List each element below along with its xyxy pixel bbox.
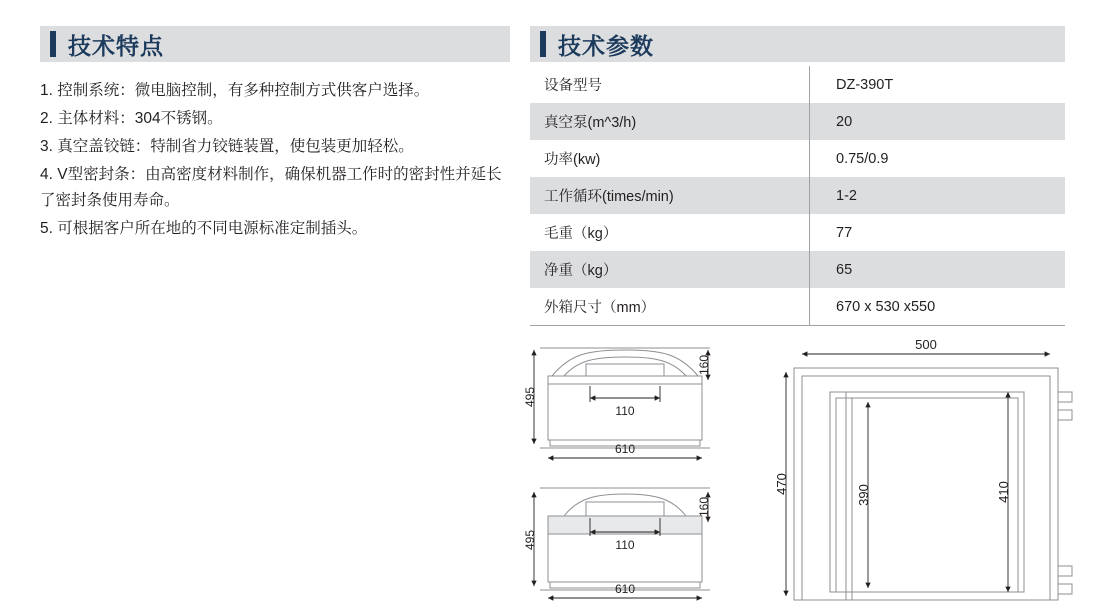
spec-key: 功率(kw) [530,140,810,177]
dim-label-410: 410 [996,481,1011,503]
top-view-dimensions [786,354,1050,596]
table-row [530,251,1065,288]
spec-table [530,66,1065,325]
technical-parameters-section [530,26,1065,326]
table-row [530,288,1065,325]
spec-key: 毛重（kg） [530,214,810,251]
dim-label-495-top: 495 [523,386,537,408]
dim-label-160-bottom: 160 [697,496,711,518]
accent-bar [50,31,56,57]
dim-label-160-top: 160 [697,354,711,376]
dimension-drawings [512,340,1082,602]
dim-label-500: 500 [915,340,937,352]
features-list [40,78,510,242]
dim-label-110-top: 110 [615,404,635,418]
dim-label-610-bottom: 610 [614,582,636,596]
list-item: 3. 真空盖铰链：特制省力铰链装置，使包装更加轻松。 [40,138,414,155]
dim-label-610-top: 610 [614,442,636,456]
spec-key: 外箱尺寸（mm） [530,288,810,325]
table-row [530,140,1065,177]
dim-label-470: 470 [774,473,789,495]
table-row [530,214,1065,251]
table-row [530,66,1065,103]
dim-label-495-bottom: 495 [523,529,537,551]
parameters-section-header [530,26,1065,62]
spec-value: 65 [810,251,1066,288]
front-view-top-labels [523,355,711,456]
spec-key: 真空泵(m^3/h) [530,103,810,140]
dim-label-110-bottom: 110 [615,538,635,552]
list-item: 5. 可根据客户所在地的不同电源标准定制插头。 [40,220,368,237]
spec-value: DZ-390T [836,76,894,93]
spec-key: 净重（kg） [530,251,810,288]
features-heading: 技术特点 [68,32,164,59]
table-row [530,177,1065,214]
table-bottom-rule [530,325,1065,326]
spec-value: 77 [836,224,853,241]
table-row [530,103,1065,140]
spec-key: 工作循环(times/min) [530,177,810,214]
list-item: 2. 主体材料：304不锈钢。 [40,110,223,127]
spec-value: 670 x 530 x550 [836,298,936,315]
list-item: 4. V型密封条：由高密度材料制作，确保机器工作时的密封性并延长了密封条使用寿命。 [40,166,502,209]
spec-value: 0.75/0.9 [836,150,889,167]
features-section-header [40,26,510,62]
top-view-labels [774,340,1011,506]
parameters-heading: 技术参数 [558,32,654,59]
technical-features-section [40,26,510,244]
list-item: 1. 控制系统：微电脑控制，有多种控制方式供客户选择。 [40,82,430,99]
accent-bar [540,31,546,57]
spec-value: 1-2 [810,177,1066,214]
top-view-drawing [794,368,1072,600]
spec-value: 20 [810,103,1066,140]
drawings-svg [512,340,1082,605]
dim-label-390: 390 [856,484,871,506]
spec-key: 设备型号 [530,66,810,103]
